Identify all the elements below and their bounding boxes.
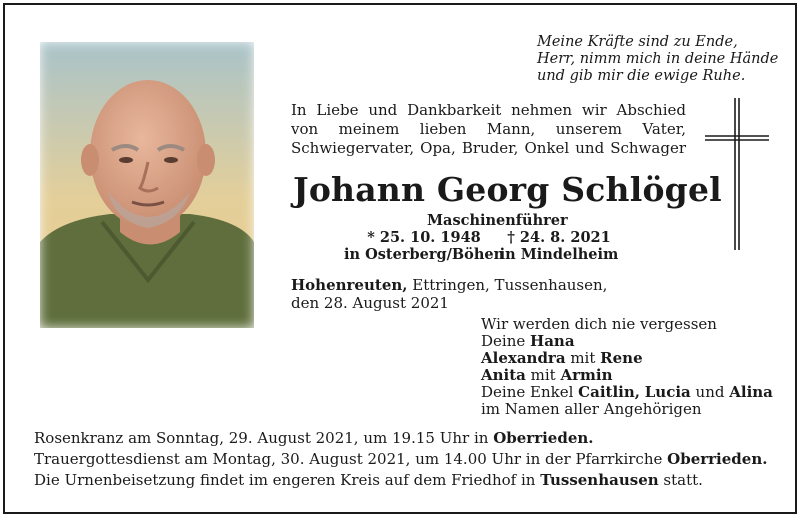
town-bold: Hohenreuten,	[291, 276, 408, 294]
rosary-text: Rosenkranz am Sonntag, 29. August 2021, um 19.15 Uhr in	[34, 429, 494, 447]
farewell-line: Wir werden dich nie vergessen	[481, 315, 717, 333]
intro-text	[291, 101, 686, 158]
closing-line: im Namen aller Angehörigen	[481, 400, 702, 418]
mass-line	[34, 449, 767, 470]
mourner-line	[481, 350, 773, 367]
place-date	[291, 276, 607, 312]
announcement-date: den 28. August 2021	[291, 294, 449, 312]
mourner-name: Hana	[530, 332, 575, 350]
mourner-name: Lucia	[644, 383, 691, 401]
services-block	[34, 428, 767, 491]
verse-line: und gib mir die ewige Ruhe.	[537, 68, 746, 84]
deceased-name: Johann Georg Schlögel	[293, 170, 722, 209]
death-date: † 24. 8. 2021	[507, 229, 611, 246]
urn-text: Die Urnenbeisetzung findet im engeren Kreis auf dem Friedhof in	[34, 471, 541, 489]
intro-line: In Liebe und Dankbarkeit nehmen wir Abschied	[291, 101, 686, 119]
mourner-name: Alexandra	[481, 349, 566, 367]
mourner-name: Caitlin,	[578, 383, 640, 401]
urn-line	[34, 470, 767, 491]
towns-rest: Ettringen, Tussenhausen,	[407, 276, 608, 294]
urn-place: Tussenhausen	[540, 471, 659, 489]
mourner-name: Rene	[600, 349, 643, 367]
rosary-line	[34, 428, 767, 449]
towns-line	[291, 276, 607, 294]
mourner-name: Anita	[481, 366, 526, 384]
verse-line: Herr, nimm mich in deine Hände	[537, 51, 779, 67]
urn-end: statt.	[658, 471, 703, 489]
rosary-place: Oberrieden.	[493, 429, 594, 447]
portrait-photo	[40, 42, 254, 328]
birth-info	[344, 229, 504, 263]
intro-line: Schwiegervater, Opa, Bruder, Onkel und Schwager	[291, 139, 686, 157]
mourner-line	[481, 333, 773, 350]
death-place: in Mindelheim	[499, 246, 619, 263]
mass-text: Trauergottesdienst am Montag, 30. August 2021, um 14.00 Uhr in der Pfarrkirche	[34, 450, 668, 468]
mourner-connector: mit	[525, 366, 561, 384]
mourner-connector: mit	[565, 349, 601, 367]
birth-date: * 25. 10. 1948	[367, 229, 481, 246]
mourner-line	[481, 384, 773, 401]
mourner-name: Alina	[729, 383, 773, 401]
mourner-name: Armin	[560, 366, 613, 384]
mourner-line	[481, 367, 773, 384]
mourner-connector: und	[690, 383, 730, 401]
verse	[537, 34, 778, 85]
mass-place: Oberrieden.	[667, 450, 768, 468]
verse-line: Meine Kräfte sind zu Ende,	[537, 34, 738, 50]
intro-line: von meinem lieben Mann, unserem Vater,	[291, 120, 686, 138]
birth-place: in Osterberg/Böhen	[344, 246, 505, 263]
mourners-block	[481, 316, 773, 418]
occupation: Maschinenführer	[427, 212, 568, 229]
mourner-prefix: Deine	[481, 332, 531, 350]
mourner-prefix: Deine Enkel	[481, 383, 579, 401]
death-info	[484, 229, 634, 263]
